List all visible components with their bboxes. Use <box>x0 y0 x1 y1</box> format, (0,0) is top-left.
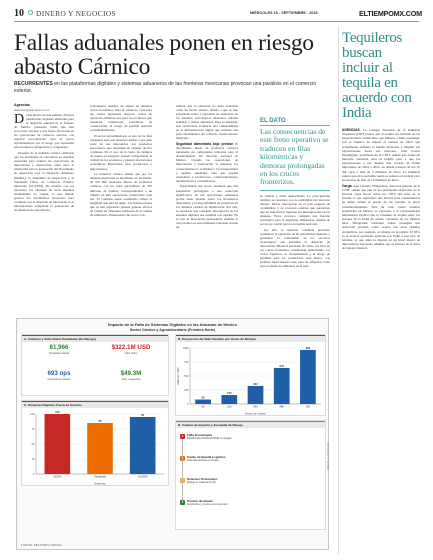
sidebar-rule <box>338 26 339 554</box>
image-credit: IMAGEN: EL TIEMPO MX <box>327 442 330 470</box>
page-header <box>14 8 422 20</box>
deck <box>14 81 324 94</box>
impact-title-3: Deterioro Perecedero <box>187 477 218 481</box>
y-tick-label: 250 <box>184 389 189 392</box>
bar-value-label: 644 <box>279 364 284 368</box>
x-tick-label: 12h <box>227 405 232 409</box>
col3-paragraph-2: El movimiento diario de productos cárnicos representa un componente relevante para el abastecimiento del mercado nacional en México. Cuando las operaciones de importación y exportación se detienen, las consecuencias no se limitan a los transportistas y agentes aduanales, sino que pueden extenderse a productores, comercializadores, distribuidores y consumidores. <box>176 142 238 183</box>
y-tick-label: 25 <box>31 458 35 461</box>
headline: Fallas aduanales ponen en riesgo abasto Cárnico <box>14 30 314 80</box>
y-tick-label: 1000 <box>182 347 189 350</box>
deck-lead: RECURRENTES <box>14 81 53 87</box>
x-axis-label: Sistemas <box>94 481 106 486</box>
panel-a <box>21 334 169 396</box>
impact-sub-4: Inventarios y precios al consumidor <box>187 503 228 506</box>
kpi-1-label: Toneladas diarias <box>48 351 70 355</box>
bar-value-label: 966 <box>305 346 311 350</box>
col1-paragraph-2: Pasantes de la industria cárnica señalaron que los problemas se concentran en sistemas esenciales para realizar las operaciones de importación y exportación, entre ellos la plataforma para la generación del Documento de Operación para el Despacho Aduanero (DODA), la Ventanilla de Inspección y la Ventanilla Única de Comercio Exterior Mexicano (VUCEM). De acuerdo con los afectados, las ventanas de estos sistemas simplemente no cargan, lo que impide generar los documentos necesarios para continuar con el despacho de mercancías. Las interrupciones reduplican la generación de documentos de exportación, <box>14 151 74 212</box>
kpi-4-value: $49.3M <box>120 370 142 377</box>
bar <box>221 395 237 404</box>
impact-item-1 <box>180 433 231 440</box>
section-name: DINERO Y NEGOCIOS <box>36 9 116 18</box>
impact-item-3 <box>180 477 218 484</box>
panel-c-title: C. Sistemas Digitales Fuera de Servicio <box>22 401 168 408</box>
y-tick-label: 75 <box>31 428 35 431</box>
col3-subhead-paragraph <box>176 142 238 182</box>
impact-title-2: Cuello de Botella Logístico <box>187 455 226 459</box>
col4-paragraph-1: su calidad y estén despechados. La preocupación también se relaciona con la estabilidad del mercado interno. Mover mercancías en el país requiere de certidumbre y de procesos estables que garanticen que las mercancías ingresan sin interrupciones en las aduanas. Estos procesos cumplen una función estratégica para la seguridad alimentaria, además de ser un eje central para la economía nacional. <box>260 193 330 227</box>
x-tick-label: VUCEM <box>137 475 148 479</box>
panel-a-title: A. Volumen y Valor Diario Paralizado (En Riesgo) <box>22 335 168 342</box>
issue-date: MIÉRCOLES 16 - SEPTIEMBRE - 2026 <box>250 11 318 15</box>
kpi-2 <box>98 345 164 355</box>
y-tick-label: 0 <box>33 473 35 476</box>
sidebar <box>342 31 420 252</box>
impact-number-1: 1 <box>181 434 184 438</box>
panel-c <box>21 400 169 486</box>
bar <box>274 368 290 404</box>
impact-item-2 <box>180 455 226 462</box>
col2-paragraph-1: prolongados tiempos de espera en distintos cruces fronterizos. Para el comercio, cada hora sin cruzar representa mayores costos de operación, mientras que para los productos que requieren condiciones específicas de conservación, el riesgo de pérdida aumenta considerablemente. <box>90 104 152 133</box>
site-logo: ELTIEMPOMX.COM <box>359 8 422 18</box>
sidebar-paragraph-1: La Cámara Nacional de la Industria Tequilera (CNIT) busca que el tequila sea incluido en las negociaciones comerciales que México e India sostienen, con el objetivo de reducir el arancel de 150% que actualmente enfrenta la bebida mexicana y ampliar sus exportaciones hacia ese mercado. Juan Carlos Domínguez, presidente de la CNIT, señaló que existe un mercado potencial para el tequila pese a que las exportaciones a ese destino han crecido de forma importante de 2024 a 2025, en donde pasaron de los 10 mil cajas a más de 3 millones de litros. La industria espera que en la próxima ronda se reduzca el arancel para las marcas de más de 10 millones de litros. <box>342 128 420 182</box>
article-column-4 <box>260 118 330 270</box>
y-axis-label: Millones USD <box>176 367 180 385</box>
y-tick-label: 100 <box>30 413 35 416</box>
infographic <box>16 318 329 550</box>
panel-d-title: D. Cadena de Impacto y Escalada de Riesgo <box>176 421 325 428</box>
dato-quote: Las consecuencias de este freno operativo se traducen en filas kilométricas y demoras prolongadas en los cruces fronterizos. <box>260 128 330 191</box>
byline-email[interactable]: redaccion@eltiempomx.com <box>14 107 50 112</box>
infographic-title: Impacto de la Falla de Sistemas Digitales en las Aduanas de México <box>108 322 237 327</box>
kpi-2-label: Valor diario <box>124 351 138 355</box>
loss-projection-chart <box>176 342 327 416</box>
col1-paragraph-1: esde inicios de esta semana, diversas plataformas digitales utilizadas para el despacho aduanal en la frontera de México presentan fallas que han provocado retrasos y una fuerte afectación en las operaciones de comercio exterior, con especial preocupación para el sector agroalimentario por el riesgo que representa para productos refrigerados y congelados. <box>14 113 74 150</box>
kpi-1 <box>26 345 92 355</box>
col2-paragraph-3: La industria cárnica estima que por las aduanas mexicanas se movilizan, en promedio, 81 mil 966 toneladas diarias de productos cárnicos, con un valor aproximado de 322 millones de dólares, correspondientes a un tránsito de 693 operaciones comerciales cada día. El volumen anual acumulado refleja la magnitud que está en juego. Las interrupciones que se han registrado pueden generar efectos en cadena en diferentes eslabones de la cadena de suministro. Empresarios del sector con- <box>90 172 152 217</box>
kpi-1-value: 81,966 <box>49 344 69 351</box>
x-tick-label: 6h <box>201 405 205 409</box>
header-rule <box>14 21 419 22</box>
impact-sub-1: Plataformas DODA/VUCEM no cargan <box>187 437 232 440</box>
impact-sub-2: Filas kilométricas en cruces <box>187 459 219 462</box>
sidebar-label-carga: Carga. <box>342 183 353 188</box>
bar <box>300 350 316 404</box>
col4-paragraph-2: Por ello, la industria considera necesario restablecer la operación de las plataformas digitales y garantizar la continuidad de los servicios tecnológicos que permiten el despacho de mercancías. Mientras persistan las fallas, las filas en los cruces fronterizos continuarán aumentando, los costos logísticos se incrementarán y el riesgo de pérdidas para los productores será mayor, con posibles repercusiones tanto para las empresas como para el abasto de alimentos en el país. <box>260 228 330 269</box>
kpi-2-value: $322.1M USD <box>111 344 151 351</box>
systems-down-chart <box>22 408 170 486</box>
kpi-3 <box>26 371 92 381</box>
kpi-3-label: Operaciones diarias <box>47 377 71 381</box>
bar <box>87 423 113 474</box>
impact-sub-3: Riesgo en cadena de frío <box>187 481 216 484</box>
sidebar-headline: Tequileros buscan incluir al tequila en acuerdo con India <box>342 30 412 121</box>
bar <box>248 386 264 404</box>
impact-title-1: Falla Tecnológica <box>187 433 212 437</box>
y-tick-label: 500 <box>184 375 189 378</box>
y-tick-label: 0 <box>187 403 189 406</box>
byline <box>14 103 74 112</box>
drop-cap: D <box>14 112 25 127</box>
impact-arrow <box>182 439 183 501</box>
kpi-3-value: 693 ops <box>47 370 71 377</box>
bar-value-label: 95 <box>141 414 145 417</box>
impact-number-4: 4 <box>181 500 184 504</box>
infographic-subtitle: Sector Cárnico y Agroalimentario (Frontera Norte) <box>129 327 216 332</box>
x-tick-label: DODA <box>53 475 62 479</box>
bar <box>195 400 211 404</box>
panel-b-title: B. Proyección de Valor Perdido por Horas de Retraso <box>176 335 325 342</box>
kpi-4-label: Valor / operación <box>121 377 141 381</box>
kpi-4 <box>98 371 164 381</box>
bar-value-label: 85 <box>98 420 102 423</box>
sidebar-agency: AGENCIAS. <box>342 128 361 132</box>
impact-title-4: Presión de Abasto <box>187 499 214 503</box>
x-axis-label: Horas de retraso <box>245 411 266 416</box>
y-tick-label: 50 <box>31 443 35 446</box>
sidebar-paragraph-2: Ana Cristina Villagrande, directora general de la CNIT, señaló que uno de los principales obstáculos es la elevada carga fiscal: sobre los 150% del valor de la botella, lo que representa una barrera para consumidores en India, donde el precio de las botellas se eleva considerablemente. Tres de cada cuatro botellas producidas en México se exportan, y la representación empresarial explicó que el consumo de tequila entre los jóvenes de la India ha estado creciendo en los últimos años. Villagrande consideró viable conseguir una reducción gradual, como ocurre con otras bebidas alcohólicas, por ejemplo, el whisky en la región. El 83% es el arancel promedio aplicado por India a este tipo de bebidas, lo que sitúa la disputa en un nivel mayor de importancia, buscando, además, que se incluya en la mesa de trabajo bilateral. <box>342 183 420 251</box>
x-tick-label: Ventanilla <box>94 475 106 479</box>
article-column-3 <box>176 104 238 231</box>
col3-paragraph-3: Especialistas del sector advierten que una suspensión prolongada o una reducción significativa de las operaciones aduaneras podría tener presión sobre los inventarios disponibles y la disponibilidad de productos en los distintos canales de distribución. Por ello, es necesario que cualquier interrupción en los sistemas digitales sea atendida con rapidez. En el caso de mercancías perecederas, además, el valor tiempo es especialmente relevante porque un <box>176 184 238 229</box>
col3-subhead: Seguridad alimentaria bajo presión <box>176 142 234 147</box>
dato-label: EL DATO <box>260 118 330 126</box>
x-tick-label: 24h <box>253 405 258 409</box>
bar-value-label: 100 <box>55 411 60 414</box>
x-tick-label: 72h <box>305 405 311 409</box>
panel-d <box>175 420 326 530</box>
article-column-2 <box>90 104 152 219</box>
bar <box>130 417 156 474</box>
y-tick-label: 750 <box>184 361 189 364</box>
section-marker-icon <box>28 10 33 15</box>
deck-text: en las plataformas digitales y sistemas aduaneros de las fronteras mexicanas provocan una parálisis en el comercio exterior. <box>14 81 317 94</box>
page-number: 10 <box>14 8 24 19</box>
col3-paragraph-1: sideran que la situación no debe evaluarse como un hecho aislado, debido a que se han presentado fallas y episodios de saturación en los sistemas tecnológicos aduaneros durante semanas y meses anteriores. Para la industria, esta recurrencia evidencia una vulnerabilidad en la infraestructura digital que sostiene una parte fundamental del comercio transfronterizo mexicano. <box>176 104 238 141</box>
byline-author: Agencias <box>14 103 30 107</box>
x-tick-label: 48h <box>279 405 284 409</box>
panel-b <box>175 334 326 416</box>
bar <box>45 414 71 474</box>
col2-paragraph-2: El sector agroalimentario es uno de los más expuestos ante esta situación debido a que gran parte de sus mercancías son productos perecederos que dependen de cadenas de frío continuas. En el caso de la carne, los tiempos de espera prolongados pueden comprometer la calidad de los productos y generar afectaciones económicas importantes para productores e importadores. <box>90 134 152 171</box>
infographic-source: FUENTE: INDUSTRIA CÁRNICA <box>21 543 63 547</box>
article-column-1 <box>14 113 74 214</box>
bar-value-label: 80 <box>201 396 205 400</box>
bar-value-label: 322 <box>253 382 258 386</box>
bar-value-label: 160 <box>227 392 232 396</box>
impact-item-4 <box>180 499 228 506</box>
